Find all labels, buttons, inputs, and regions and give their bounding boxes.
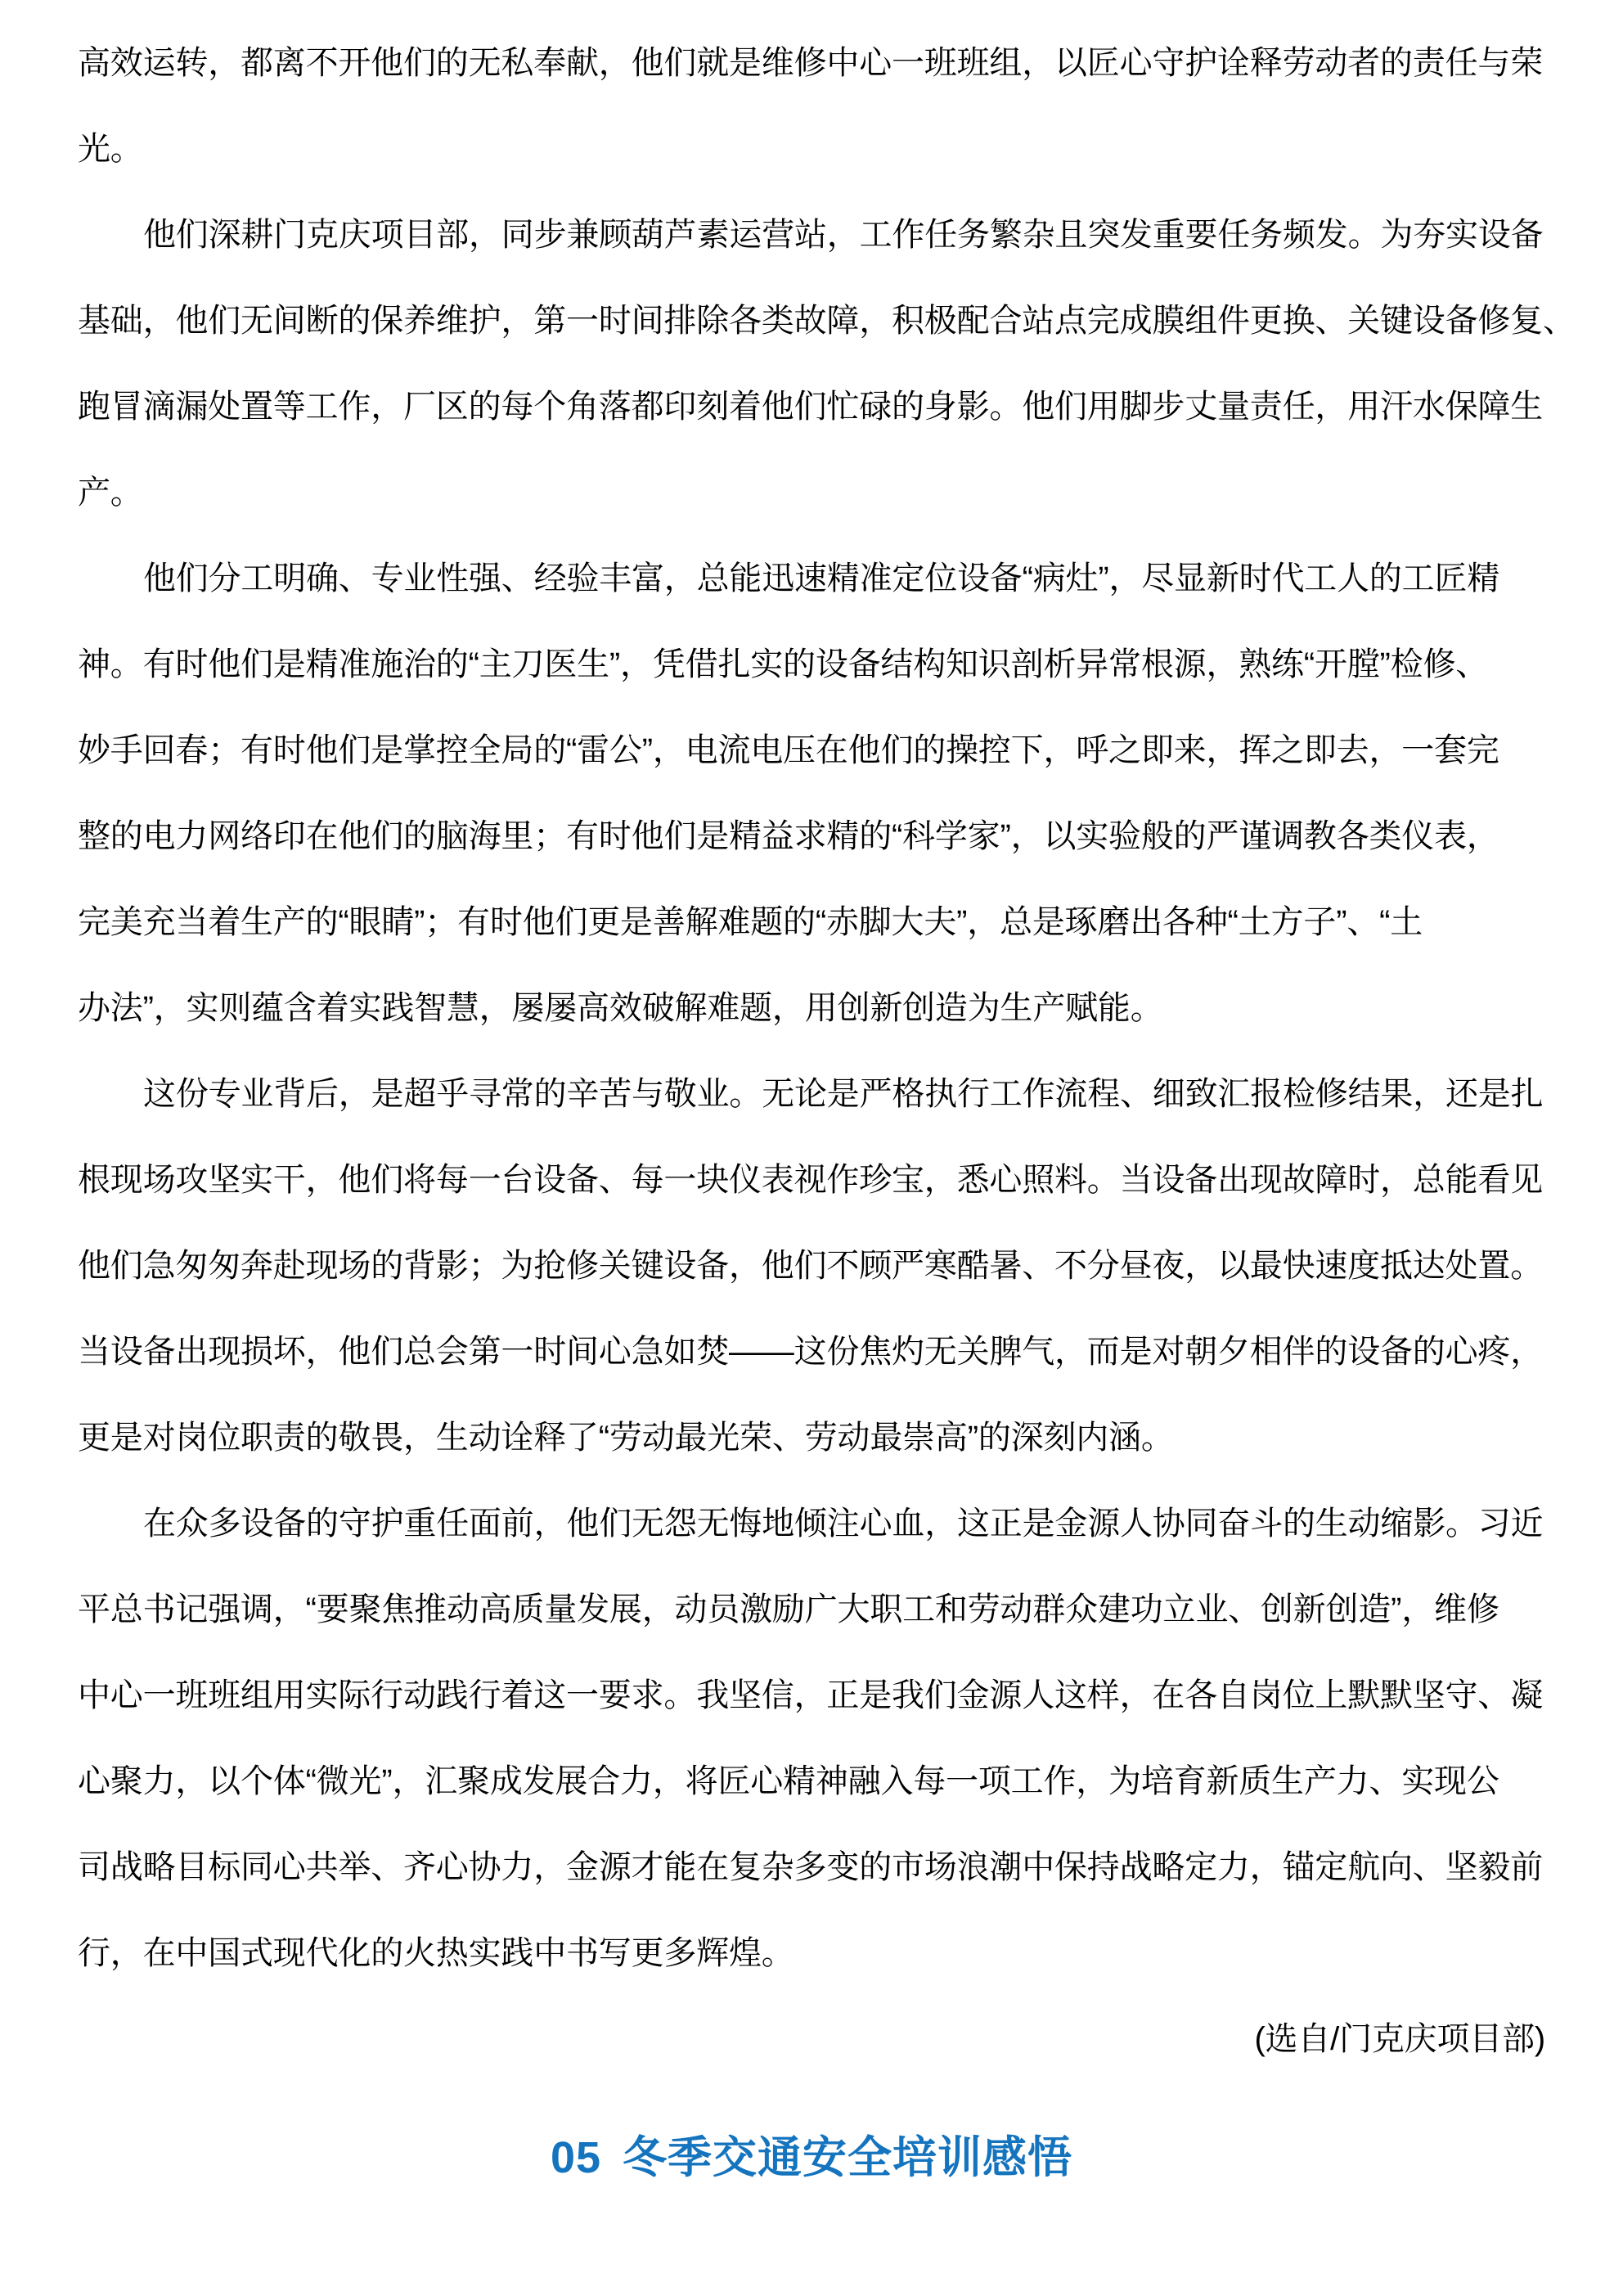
body-line: 当设备出现损坏，他们总会第一时间心急如焚——这份焦灼无关脾气，而是对朝夕相伴的设备的心疼， [78, 1334, 1543, 1370]
body-line: 根现场攻坚实干，他们将每一台设备、每一块仪表视作珍宝，悉心照料。当设备出现故障时，总能看见 [78, 1162, 1543, 1198]
body-line: 行，在中国式现代化的火热实践中书写更多辉煌。 [78, 1935, 794, 1971]
body-line: 光。 [78, 131, 143, 167]
body-line: 神。有时他们是精准施治的“主刀医生”，凭借扎实的设备结构知识剖析异常根源，熟练“开膛”检修、 [78, 646, 1489, 682]
body-line: 这份专业背后，是超乎寻常的辛苦与敬业。无论是严格执行工作流程、细致汇报检修结果，还是扎 [143, 1076, 1544, 1112]
body-line: 心聚力，以个体“微光”，汇聚成发展合力，将匠心精神融入每一项工作，为培育新质生产力、实现公 [78, 1763, 1499, 1799]
source-attribution: (选自/门克庆项目部) [1254, 2021, 1545, 2057]
body-line: 平总书记强调，“要聚焦推动高质量发展，动员激励广大职工和劳动群众建功立业、创新创造”，维修 [78, 1591, 1499, 1627]
body-line: 办法”，实则蕴含着实践智慧，屡屡高效破解难题，用创新创造为生产赋能。 [78, 990, 1163, 1026]
section-number: 05 [550, 2133, 602, 2182]
body-line: 妙手回春；有时他们是掌控全局的“雷公”，电流电压在他们的操控下，呼之即来，挥之即去，一套完 [78, 732, 1499, 768]
body-line: 基础，他们无间断的保养维护，第一时间排除各类故障，积极配合站点完成膜组件更换、关键设备修复、 [78, 303, 1576, 339]
body-line: 高效运转，都离不开他们的无私奉献，他们就是维修中心一班班组，以匠心守护诠释劳动者的责任与荣 [78, 45, 1543, 81]
body-line: 他们分工明确、专业性强、经验丰富，总能迅速精准定位设备“病灶”，尽显新时代工人的工匠精 [143, 560, 1500, 597]
body-line: 在众多设备的守护重任面前，他们无怨无悔地倾注心血，这正是金源人协同奋斗的生动缩影。习近 [143, 1506, 1544, 1542]
body-line: 他们急匆匆奔赴现场的背影；为抢修关键设备，他们不顾严寒酷暑、不分昼夜，以最快速度抵达处置。 [78, 1248, 1543, 1284]
body-line: 更是对岗位职责的敬畏，生动诠释了“劳动最光荣、劳动最崇高”的深刻内涵。 [78, 1420, 1174, 1456]
body-line: 司战略目标同心共举、齐心协力，金源才能在复杂多变的市场浪潮中保持战略定力，锚定航向、坚毅前 [78, 1849, 1543, 1885]
body-line: 产。 [78, 475, 143, 511]
body-line: 完美充当着生产的“眼睛”；有时他们更是善解难题的“赤脚大夫”，总是琢磨出各种“土方子”、“土 [78, 904, 1423, 940]
section-heading [78, 2125, 1545, 2190]
body-line: 他们深耕门克庆项目部，同步兼顾葫芦素运营站，工作任务繁杂且突发重要任务频发。为夯实设备 [143, 217, 1544, 253]
body-line: 中心一班班组用实际行动践行着这一要求。我坚信，正是我们金源人这样，在各自岗位上默默坚守、凝 [78, 1677, 1543, 1713]
article-body [78, 20, 1576, 2190]
body-line: 整的电力网络印在他们的脑海里；有时他们是精益求精的“科学家”，以实验般的严谨调教各类仪表， [78, 818, 1499, 854]
body-line: 跑冒滴漏处置等工作，厂区的每个角落都印刻着他们忙碌的身影。他们用脚步丈量责任，用汗水保障生 [78, 389, 1543, 425]
section-title: 冬季交通安全培训感悟 [623, 2133, 1073, 2182]
